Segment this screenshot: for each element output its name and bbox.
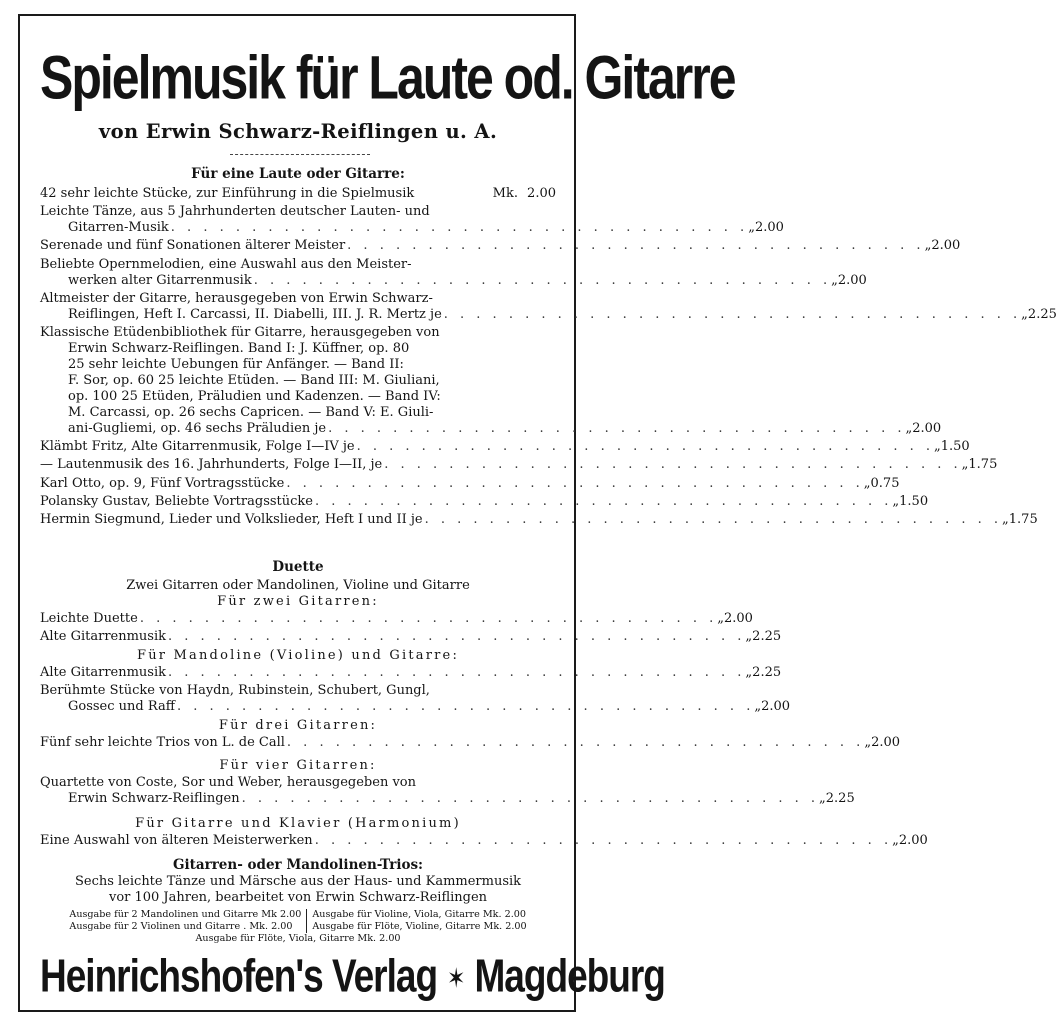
- dot-leader: [345, 238, 924, 254]
- edition-separator: [306, 909, 307, 933]
- list-item: [40, 665, 782, 681]
- list-item-line: [40, 457, 998, 473]
- item-text: ani-Gugliemi, op. 46 sechs Präludien je: [68, 421, 327, 436]
- dot-leader: [138, 611, 717, 627]
- dot-leader: [166, 665, 745, 681]
- dot-leader: [252, 273, 831, 289]
- item-text: Karl Otto, op. 9, Fünf Vortragsstücke: [40, 475, 285, 491]
- list-item-line: [40, 220, 784, 236]
- item-text: Gossec und Raff: [68, 699, 175, 715]
- currency-prefix: Mk.: [492, 186, 518, 201]
- list-item-line: [40, 272, 867, 289]
- item-text: Berühmte Stücke von Haydn, Rubinstein, Schubert, Gungl,: [40, 683, 430, 699]
- item-text: Leichte Tänze, aus 5 Jahrhunderten deutscher Lauten- und: [40, 204, 430, 220]
- list-item-line: [40, 421, 942, 437]
- item-price: 2.25: [752, 665, 782, 680]
- trios-edition-last: [40, 933, 556, 945]
- trios-editions-left: [69, 909, 301, 933]
- list-item-line: [40, 735, 901, 751]
- edition-entry: Ausgabe für Violine, Viola, Gitarre Mk. 2.00: [312, 909, 526, 920]
- list-item: [40, 256, 867, 289]
- list-item-line: [40, 341, 556, 357]
- list-item-line: [40, 238, 961, 254]
- item-text: Quartette von Coste, Sor und Weber, herausgegeben von: [40, 775, 416, 790]
- ditto-mark: „: [1002, 512, 1009, 527]
- subheading-three-guitars: Für drei Gitarren:: [218, 718, 378, 733]
- item-price: 1.75: [1008, 512, 1038, 527]
- subheading-klavier: Für Gitarre und Klavier (Harmonium): [135, 816, 461, 831]
- publisher-city: Magdeburg: [474, 950, 665, 1002]
- list-item-line: [40, 291, 556, 307]
- item-text: 42 sehr leichte Stücke, zur Einführung in die Spielmusik: [40, 186, 415, 201]
- item-price: 2.25: [825, 791, 855, 806]
- item-price: 2.00: [912, 421, 942, 436]
- ditto-mark: „: [745, 629, 753, 645]
- dot-leader: [313, 833, 892, 849]
- edition-entry: Ausgabe für 2 Mandolinen und Gitarre Mk 2.00: [69, 909, 302, 920]
- dot-leader: [442, 307, 1021, 323]
- item-price: 2.00: [931, 238, 961, 254]
- dot-leader: [166, 629, 745, 645]
- item-price: 2.00: [761, 699, 791, 715]
- item-price: 2.00: [723, 611, 753, 626]
- item-price: 2.00: [837, 272, 867, 288]
- list-item-line: [40, 493, 929, 510]
- item-price: 2.00: [527, 186, 556, 201]
- ditto-mark: „: [831, 272, 838, 288]
- page-subtitle: von Erwin Schwarz-Reiflingen u. A.: [98, 120, 498, 143]
- item-price: 2.00: [871, 735, 901, 750]
- advertisement-content: [40, 16, 1057, 1010]
- section-heading-trios: Gitarren- oder Mandolinen-Trios:: [172, 857, 424, 873]
- list-item: [40, 611, 753, 627]
- list-item: [40, 439, 970, 455]
- page-title: Spielmusik für Laute od. Gitarre: [40, 43, 735, 112]
- list-item-line: [40, 683, 556, 699]
- dot-leader: [355, 439, 934, 455]
- list-item: [40, 512, 1038, 528]
- trios-editions: [40, 909, 556, 933]
- item-price: 1.50: [940, 439, 970, 455]
- list-item: [40, 457, 998, 473]
- list-item-line: [40, 257, 556, 273]
- list-item-line: [40, 405, 556, 421]
- item-text: Polansky Gustav, Beliebte Vortragsstücke: [40, 493, 313, 509]
- section-heading-single: Für eine Laute oder Gitarre:: [191, 166, 405, 182]
- ditto-mark: „: [924, 238, 932, 254]
- list-item-line: [40, 204, 556, 220]
- edition-entry: Ausgabe für 2 Violinen und Gitarre . Mk. 2.00: [69, 921, 293, 932]
- item-text: Erwin Schwarz-Reiflingen: [68, 791, 240, 806]
- list-item-line: [40, 325, 556, 341]
- list-item: [40, 735, 901, 751]
- ditto-mark: „: [934, 439, 941, 455]
- item-text: Alte Gitarrenmusik: [40, 629, 167, 645]
- list-item-line: [40, 389, 556, 405]
- ditto-mark: „: [863, 475, 871, 491]
- star-icon: ✶: [447, 962, 465, 995]
- ditto-mark: „: [745, 665, 753, 680]
- ditto-mark: „: [819, 791, 826, 806]
- dot-leader: [382, 457, 961, 473]
- item-price: 1.75: [968, 457, 998, 473]
- list-item-line: [40, 357, 556, 373]
- trios-editions-right: [312, 909, 526, 933]
- item-price: 2.00: [754, 220, 784, 236]
- ditto-mark: „: [892, 833, 899, 848]
- list-item-line: [40, 665, 782, 681]
- dot-leader: [285, 735, 864, 751]
- item-text: Hermin Siegmund, Lieder und Volkslieder, Heft I und II je: [40, 512, 423, 527]
- ditto-mark: „: [1021, 306, 1028, 322]
- list-item-line: [40, 186, 556, 202]
- list-item-line: [40, 699, 791, 715]
- subheading-mandoline: Für Mandoline (Violine) und Gitarre:: [136, 648, 460, 663]
- item-text: Beliebte Opernmelodien, eine Auswahl aus den Meister-: [40, 256, 412, 272]
- advertisement-frame: [18, 14, 1057, 1012]
- item-text: Leichte Duette: [40, 611, 138, 626]
- list-item: [40, 238, 961, 254]
- item-text: Klämbt Fritz, Alte Gitarrenmusik, Folge I—IV je: [40, 439, 355, 455]
- item-price: 2.00: [898, 833, 928, 848]
- dot-leader: [240, 791, 819, 807]
- ditto-mark: „: [864, 735, 872, 750]
- list-item-line: [40, 439, 970, 455]
- edition-entry: Ausgabe für Flöte, Viola, Gitarre Mk. 2.00: [195, 933, 401, 944]
- item-text: F. Sor, op. 60 25 leichte Etüden. — Band III: M. Giuliani,: [68, 373, 440, 388]
- trios-description-line-1: Sechs leichte Tänze und Märsche aus der Haus- und Kammermusik: [74, 874, 522, 889]
- list-item: [40, 629, 782, 645]
- list-item: [40, 775, 855, 807]
- ditto-mark: „: [892, 493, 900, 509]
- list-item-line: [40, 306, 1057, 323]
- item-text: Gitarren-Musik: [68, 220, 169, 236]
- publisher-name: Heinrichshofen's Verlag: [40, 950, 438, 1002]
- list-item: [40, 833, 928, 849]
- list-item-line: [40, 373, 556, 389]
- dot-leader: [284, 476, 863, 492]
- publisher-imprint: [40, 950, 665, 1003]
- item-text: Erwin Schwarz-Reiflingen. Band I: J. Küffner, op. 80: [68, 341, 410, 356]
- list-item-line: [40, 791, 855, 807]
- list-item-line: [40, 833, 928, 849]
- subheading-two-guitars: Für zwei Gitarren:: [217, 594, 379, 609]
- list-item-line: [40, 475, 900, 492]
- ditto-mark: „: [748, 220, 755, 236]
- item-price: 1.50: [899, 493, 929, 509]
- divider-rule: [230, 154, 370, 155]
- ditto-mark: „: [754, 699, 762, 715]
- list-item-line: [40, 629, 782, 645]
- dot-leader: [326, 421, 905, 437]
- list-item-line: [40, 775, 556, 791]
- dot-leader: [313, 494, 892, 510]
- item-text: Altmeister der Gitarre, herausgegeben von Erwin Schwarz-: [40, 290, 433, 306]
- ditto-mark: „: [961, 457, 969, 473]
- item-text: werken alter Gitarrenmusik: [68, 272, 252, 288]
- edition-entry: Ausgabe für Flöte, Violine, Gitarre Mk. 2.00: [312, 921, 527, 932]
- item-price: 2.25: [1027, 306, 1057, 322]
- item-text: Eine Auswahl von älteren Meisterwerken: [40, 833, 313, 848]
- list-item-line: [40, 611, 753, 627]
- list-item: [40, 186, 556, 202]
- item-text: M. Carcassi, op. 26 sechs Capricen. — Band V: E. Giuli-: [68, 405, 434, 420]
- duette-intro: Zwei Gitarren oder Mandolinen, Violine und Gitarre: [126, 578, 470, 593]
- subheading-four-guitars: Für vier Gitarren:: [219, 758, 377, 773]
- item-price: 0.75: [870, 475, 900, 491]
- list-item: [40, 475, 900, 492]
- dot-leader: [169, 220, 748, 236]
- list-item-line: [40, 512, 1038, 528]
- dot-leader: [423, 512, 1002, 528]
- list-item: [40, 204, 784, 236]
- section-heading-duette: Duette: [272, 559, 324, 575]
- dot-leader: [175, 699, 754, 715]
- trios-description-line-2: vor 100 Jahren, bearbeitet von Erwin Schwarz-Reiflingen: [108, 890, 488, 905]
- list-item: [40, 325, 942, 437]
- ditto-mark: „: [905, 421, 913, 436]
- list-item: [40, 683, 791, 715]
- item-price: 2.25: [752, 629, 782, 645]
- item-text: Fünf sehr leichte Trios von L. de Call: [40, 735, 285, 750]
- item-text: — Lautenmusik des 16. Jahrhunderts, Folge I—II, je: [40, 457, 383, 473]
- item-text: Serenade und fünf Sonationen älterer Meister: [40, 238, 346, 254]
- item-text: Klassische Etüdenbibliothek für Gitarre, herausgegeben von: [40, 325, 440, 340]
- item-text: Alte Gitarrenmusik: [40, 665, 167, 680]
- item-text: Reiflingen, Heft I. Carcassi, II. Diabelli, III. J. R. Mertz je: [68, 306, 442, 322]
- item-text: op. 100 25 Etüden, Präludien und Kadenzen. — Band IV:: [68, 389, 441, 404]
- item-text: 25 sehr leichte Uebungen für Anfänger. — Band II:: [68, 357, 404, 372]
- list-item: [40, 493, 929, 510]
- ditto-mark: „: [717, 611, 724, 626]
- list-item: [40, 290, 1057, 323]
